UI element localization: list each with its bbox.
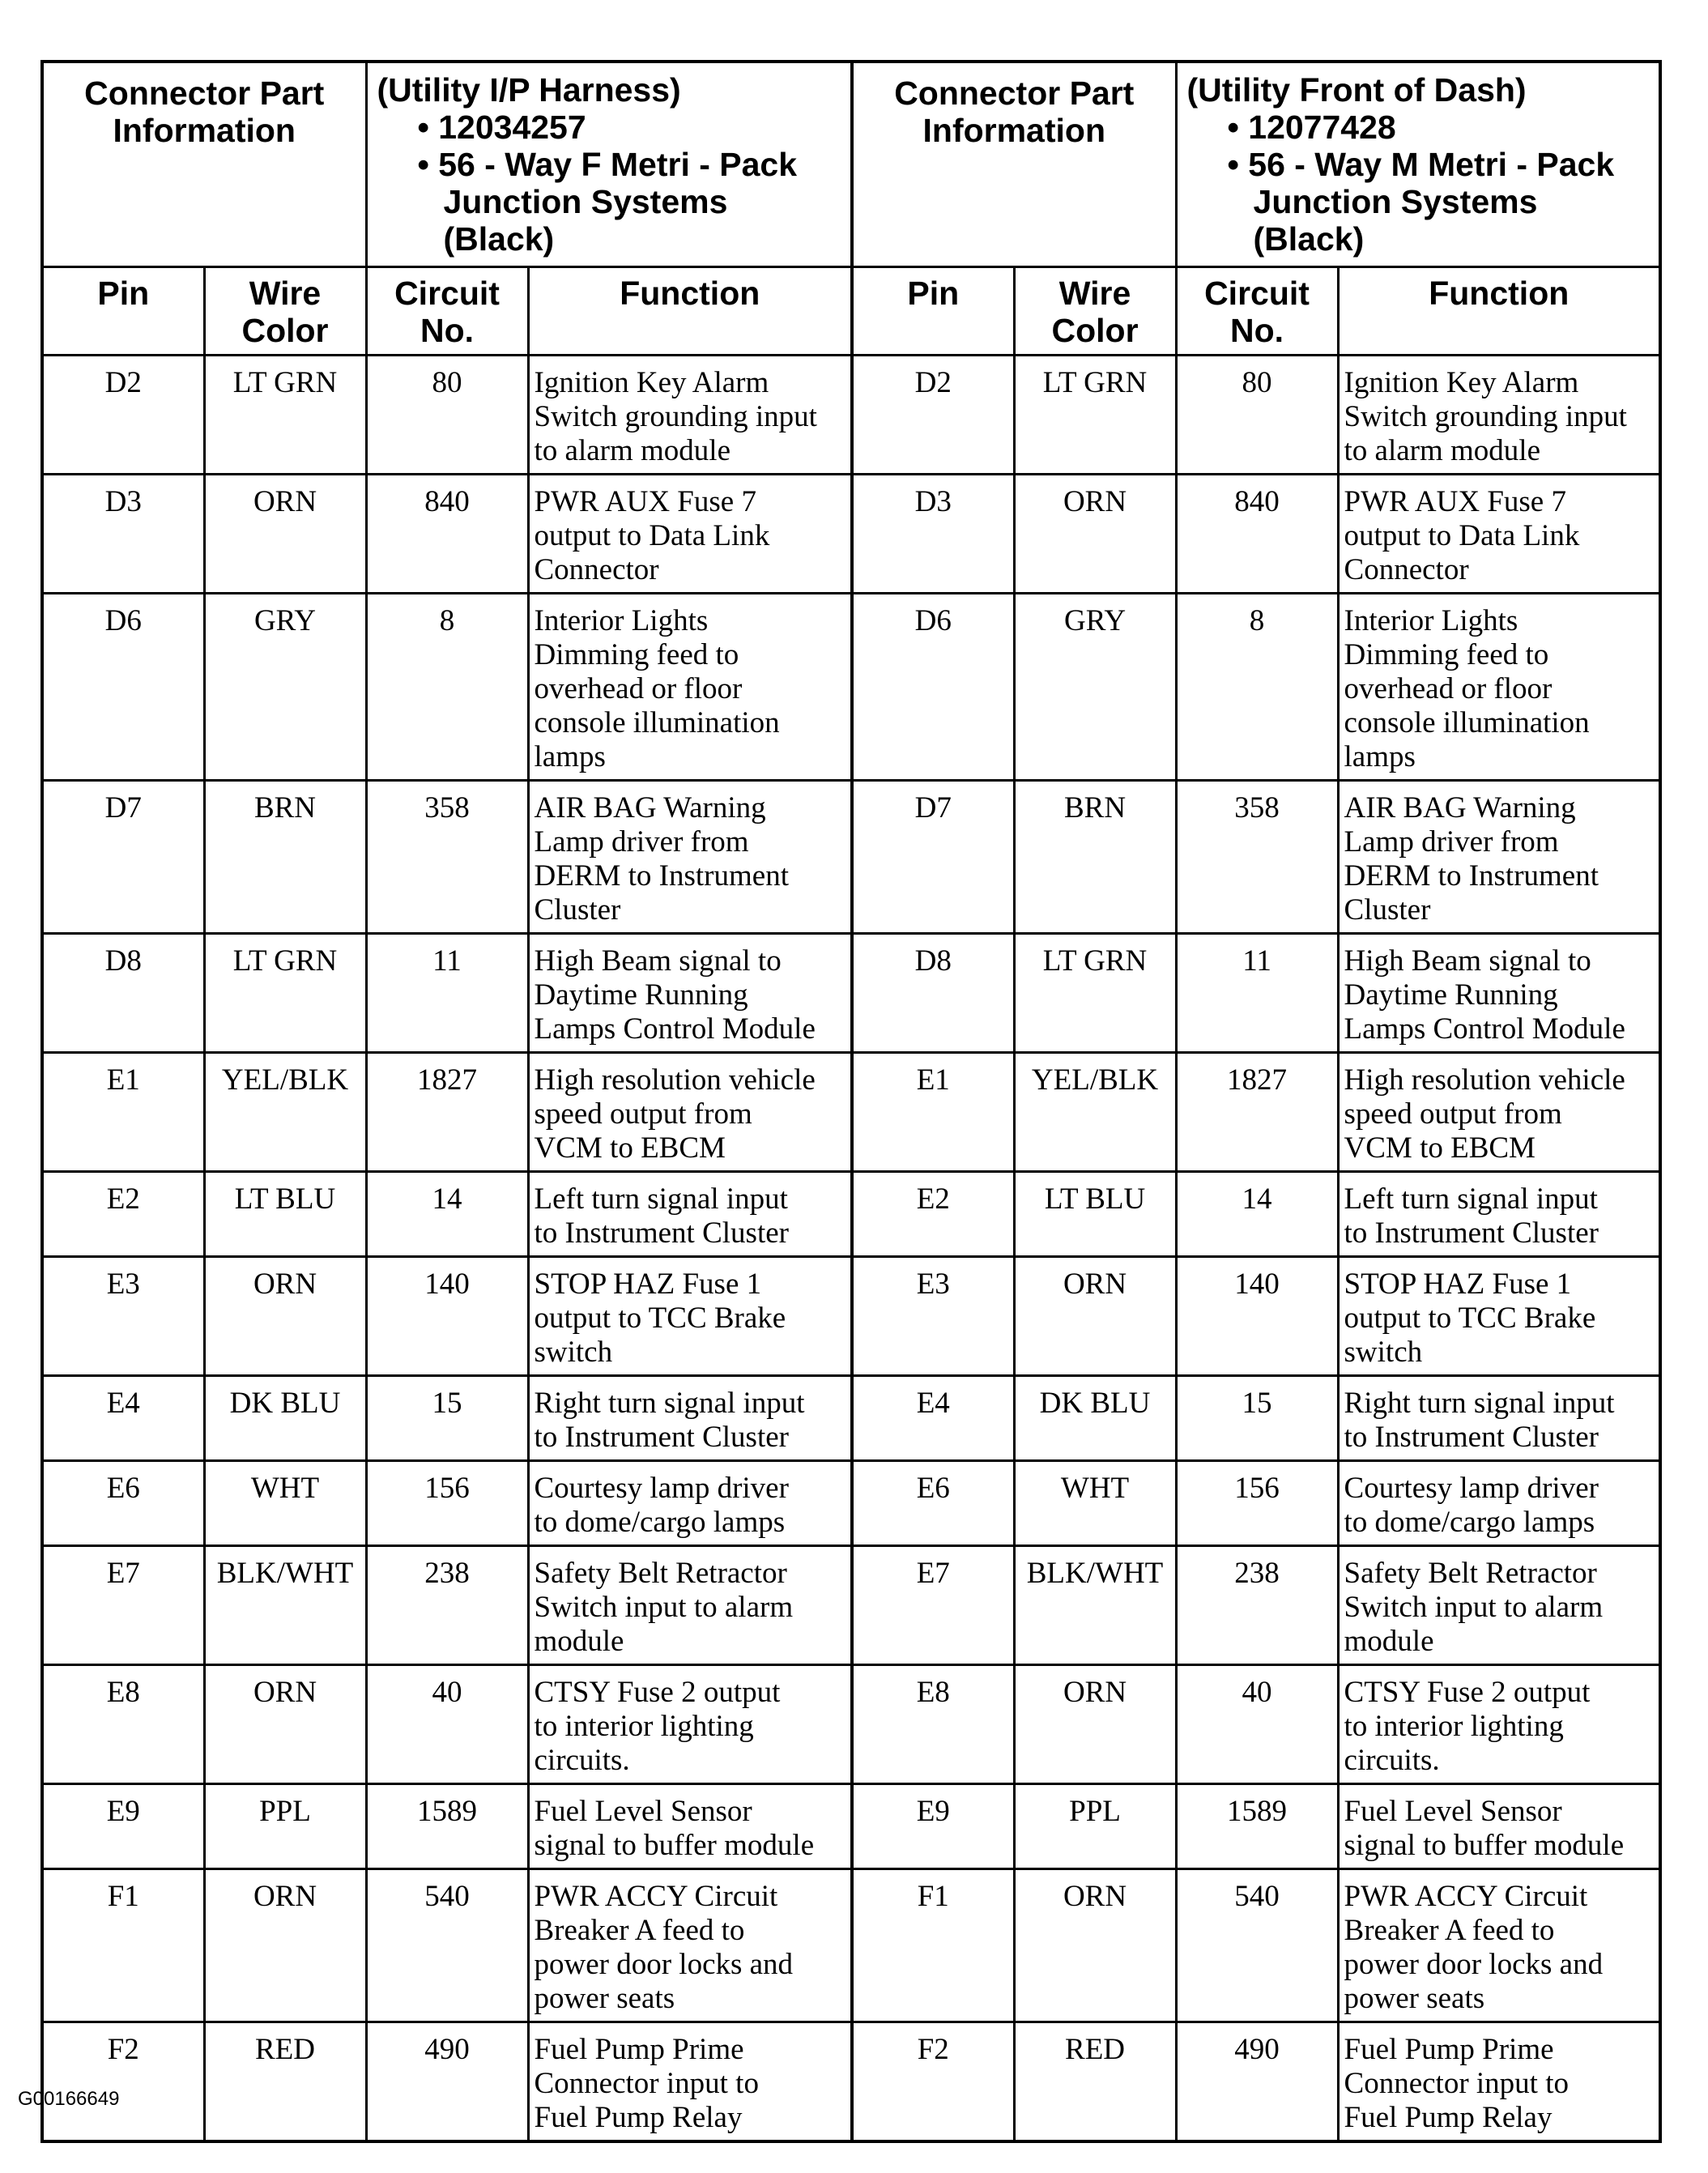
wire-color-cell: LT GRN bbox=[1014, 934, 1176, 1053]
pin-cell: F2 bbox=[42, 2022, 204, 2142]
circuit-no-cell: 40 bbox=[1176, 1665, 1338, 1784]
circuit-no-cell: 80 bbox=[1176, 356, 1338, 475]
function-line: Lamp driver from bbox=[1344, 825, 1559, 859]
function-line: Switch grounding input bbox=[1344, 400, 1627, 433]
column-header-row bbox=[42, 267, 1660, 356]
function-line: Connector input to bbox=[1344, 2067, 1569, 2100]
circuit-no-cell: 8 bbox=[366, 594, 528, 781]
function-line: Cluster bbox=[1344, 893, 1431, 927]
function-cell bbox=[1338, 1172, 1660, 1257]
function-cell bbox=[528, 934, 852, 1053]
wire-color-cell: LT BLU bbox=[204, 1172, 366, 1257]
function-line: PWR ACCY Circuit bbox=[1344, 1880, 1588, 1913]
circuit-no-cell: 156 bbox=[1176, 1461, 1338, 1546]
col-header-function: Function bbox=[1338, 267, 1660, 356]
function-line: power seats bbox=[1344, 1982, 1485, 2015]
function-line: Lamps Control Module bbox=[534, 1012, 816, 1046]
info-label-line: Information bbox=[922, 112, 1105, 149]
function-line: speed output from bbox=[1344, 1097, 1562, 1131]
circuit-no-cell: 490 bbox=[366, 2022, 528, 2142]
function-line: VCM to EBCM bbox=[1344, 1131, 1535, 1165]
connector-desc: (Black) bbox=[1253, 220, 1365, 258]
wire-color-cell: ORN bbox=[204, 475, 366, 594]
pin-cell: D2 bbox=[852, 356, 1014, 475]
col-header-pin: Pin bbox=[42, 267, 204, 356]
wire-color-cell: GRY bbox=[204, 594, 366, 781]
circuit-no-cell: 14 bbox=[1176, 1172, 1338, 1257]
circuit-no-cell: 140 bbox=[366, 1257, 528, 1376]
function-line: PWR AUX Fuse 7 bbox=[1344, 485, 1566, 518]
pin-cell: E8 bbox=[852, 1665, 1014, 1784]
table-row bbox=[42, 1053, 1660, 1172]
pin-cell: E4 bbox=[42, 1376, 204, 1461]
wire-color-cell: ORN bbox=[204, 1257, 366, 1376]
function-line: Safety Belt Retractor bbox=[534, 1557, 787, 1590]
wire-color-cell: YEL/BLK bbox=[204, 1053, 366, 1172]
function-line: High Beam signal to bbox=[534, 944, 782, 978]
function-line: Cluster bbox=[534, 893, 621, 927]
wire-color-cell: BLK/WHT bbox=[1014, 1546, 1176, 1665]
circuit-no-cell: 1827 bbox=[366, 1053, 528, 1172]
wire-color-cell: PPL bbox=[204, 1784, 366, 1869]
function-line: to Instrument Cluster bbox=[534, 1421, 789, 1454]
function-line: CTSY Fuse 2 output bbox=[534, 1676, 781, 1709]
part-number: • 12077428 bbox=[1227, 109, 1396, 146]
wire-color-cell: YEL/BLK bbox=[1014, 1053, 1176, 1172]
function-line: to dome/cargo lamps bbox=[1344, 1506, 1595, 1539]
wire-color-cell: ORN bbox=[204, 1869, 366, 2022]
col-header-pin: Pin bbox=[852, 267, 1014, 356]
table-row bbox=[42, 1869, 1660, 2022]
table-row bbox=[42, 934, 1660, 1053]
right-connector-part-info bbox=[1176, 62, 1660, 267]
function-line: Connector bbox=[1344, 553, 1469, 586]
function-cell bbox=[1338, 1869, 1660, 2022]
function-line: circuits. bbox=[1344, 1744, 1440, 1777]
function-line: STOP HAZ Fuse 1 bbox=[534, 1268, 762, 1301]
info-label-line: Connector Part bbox=[84, 75, 325, 112]
function-line: module bbox=[534, 1625, 624, 1658]
function-line: Interior Lights bbox=[1344, 604, 1518, 637]
function-cell bbox=[1338, 1461, 1660, 1546]
wire-color-cell: WHT bbox=[204, 1461, 366, 1546]
table-row bbox=[42, 781, 1660, 934]
function-line: Connector input to bbox=[534, 2067, 759, 2100]
col-header-wire-color: Wire Color bbox=[1014, 267, 1176, 356]
function-line: output to Data Link bbox=[534, 519, 770, 552]
function-line: output to Data Link bbox=[1344, 519, 1580, 552]
function-cell bbox=[528, 1053, 852, 1172]
figure-code: G00166649 bbox=[18, 2088, 120, 2110]
function-line: lamps bbox=[534, 740, 606, 773]
function-line: Fuel Level Sensor bbox=[534, 1795, 752, 1828]
circuit-no-cell: 840 bbox=[1176, 475, 1338, 594]
wire-color-cell: BRN bbox=[204, 781, 366, 934]
pin-cell: E6 bbox=[852, 1461, 1014, 1546]
pin-cell: E9 bbox=[852, 1784, 1014, 1869]
wire-color-cell: LT GRN bbox=[204, 356, 366, 475]
function-line: Right turn signal input bbox=[1344, 1387, 1615, 1420]
function-line: console illumination bbox=[1344, 706, 1590, 739]
circuit-no-cell: 1589 bbox=[366, 1784, 528, 1869]
wire-color-cell: ORN bbox=[1014, 1665, 1176, 1784]
function-cell bbox=[528, 781, 852, 934]
function-line: to alarm module bbox=[1344, 434, 1541, 467]
wire-color-cell: RED bbox=[204, 2022, 366, 2142]
circuit-no-cell: 540 bbox=[366, 1869, 528, 2022]
function-line: circuits. bbox=[534, 1744, 630, 1777]
wire-color-cell: ORN bbox=[204, 1665, 366, 1784]
function-line: console illumination bbox=[534, 706, 780, 739]
function-line: Courtesy lamp driver bbox=[1344, 1472, 1599, 1505]
table-row bbox=[42, 1172, 1660, 1257]
connector-title: (Utility I/P Harness) bbox=[377, 71, 681, 109]
function-cell bbox=[1338, 1376, 1660, 1461]
function-cell bbox=[528, 475, 852, 594]
function-line: Breaker A feed to bbox=[1344, 1914, 1555, 1947]
function-line: to interior lighting bbox=[1344, 1710, 1564, 1743]
function-line: to Instrument Cluster bbox=[534, 1216, 789, 1250]
col-header-circuit-no: Circuit No. bbox=[1176, 267, 1338, 356]
function-line: to Instrument Cluster bbox=[1344, 1216, 1599, 1250]
function-cell bbox=[528, 2022, 852, 2142]
right-connector-info-label bbox=[852, 62, 1176, 267]
function-line: Switch input to alarm bbox=[534, 1591, 794, 1624]
function-line: to alarm module bbox=[534, 434, 730, 467]
function-cell bbox=[1338, 1784, 1660, 1869]
function-line: Ignition Key Alarm bbox=[534, 366, 769, 399]
connector-desc: (Black) bbox=[443, 220, 555, 258]
circuit-no-cell: 1589 bbox=[1176, 1784, 1338, 1869]
function-cell bbox=[1338, 1665, 1660, 1784]
pin-cell: E2 bbox=[42, 1172, 204, 1257]
col-header-wire-color: Wire Color bbox=[204, 267, 366, 356]
table-row bbox=[42, 1665, 1660, 1784]
circuit-no-cell: 1827 bbox=[1176, 1053, 1338, 1172]
function-line: power door locks and bbox=[1344, 1948, 1604, 1981]
function-line: power door locks and bbox=[534, 1948, 794, 1981]
circuit-no-cell: 540 bbox=[1176, 1869, 1338, 2022]
pin-cell: E4 bbox=[852, 1376, 1014, 1461]
function-line: PWR AUX Fuse 7 bbox=[534, 485, 756, 518]
function-line: High resolution vehicle bbox=[534, 1063, 816, 1097]
function-line: switch bbox=[1344, 1336, 1423, 1369]
function-line: DERM to Instrument bbox=[534, 859, 789, 893]
pin-cell: F1 bbox=[42, 1869, 204, 2022]
function-line: AIR BAG Warning bbox=[1344, 791, 1576, 824]
function-cell bbox=[1338, 2022, 1660, 2142]
wire-color-cell: BLK/WHT bbox=[204, 1546, 366, 1665]
pin-cell: E2 bbox=[852, 1172, 1014, 1257]
pin-cell: E7 bbox=[42, 1546, 204, 1665]
table-row bbox=[42, 1461, 1660, 1546]
function-line: Daytime Running bbox=[1344, 978, 1558, 1012]
circuit-no-cell: 15 bbox=[1176, 1376, 1338, 1461]
function-cell bbox=[528, 1172, 852, 1257]
circuit-no-cell: 238 bbox=[366, 1546, 528, 1665]
connector-desc: Junction Systems bbox=[1253, 183, 1538, 220]
function-line: VCM to EBCM bbox=[534, 1131, 726, 1165]
col-header-circuit-no: Circuit No. bbox=[366, 267, 528, 356]
function-line: power seats bbox=[534, 1982, 675, 2015]
function-line: Fuel Pump Relay bbox=[534, 2101, 743, 2134]
wire-color-cell: LT GRN bbox=[1014, 356, 1176, 475]
wire-color-cell: ORN bbox=[1014, 475, 1176, 594]
wire-color-cell: RED bbox=[1014, 2022, 1176, 2142]
table-row bbox=[42, 1546, 1660, 1665]
wire-color-cell: WHT bbox=[1014, 1461, 1176, 1546]
function-cell bbox=[528, 1665, 852, 1784]
function-line: switch bbox=[534, 1336, 613, 1369]
connector-info-header-row bbox=[42, 62, 1660, 267]
function-cell bbox=[1338, 594, 1660, 781]
pin-cell: F2 bbox=[852, 2022, 1014, 2142]
function-cell bbox=[528, 1546, 852, 1665]
function-line: Right turn signal input bbox=[534, 1387, 805, 1420]
pin-cell: E6 bbox=[42, 1461, 204, 1546]
function-line: Ignition Key Alarm bbox=[1344, 366, 1579, 399]
function-cell bbox=[528, 1376, 852, 1461]
function-cell bbox=[528, 1784, 852, 1869]
table-row bbox=[42, 594, 1660, 781]
circuit-no-cell: 358 bbox=[366, 781, 528, 934]
function-cell bbox=[528, 594, 852, 781]
wire-color-cell: LT BLU bbox=[1014, 1172, 1176, 1257]
info-label-line: Connector Part bbox=[894, 75, 1135, 112]
circuit-no-cell: 80 bbox=[366, 356, 528, 475]
pin-cell: E1 bbox=[42, 1053, 204, 1172]
function-line: Lamp driver from bbox=[534, 825, 749, 859]
table-row bbox=[42, 2022, 1660, 2142]
col-header-function: Function bbox=[528, 267, 852, 356]
pin-cell: E3 bbox=[852, 1257, 1014, 1376]
connector-title: (Utility Front of Dash) bbox=[1186, 71, 1527, 109]
function-cell bbox=[1338, 1257, 1660, 1376]
function-line: output to TCC Brake bbox=[1344, 1302, 1596, 1335]
function-line: overhead or floor bbox=[1344, 672, 1553, 705]
connector-desc: • 56 - Way M Metri - Pack bbox=[1227, 146, 1615, 183]
wire-color-cell: DK BLU bbox=[204, 1376, 366, 1461]
pin-cell: E8 bbox=[42, 1665, 204, 1784]
function-line: Connector bbox=[534, 553, 659, 586]
function-line: to interior lighting bbox=[534, 1710, 754, 1743]
table-row bbox=[42, 1784, 1660, 1869]
wire-color-cell: ORN bbox=[1014, 1869, 1176, 2022]
function-line: signal to buffer module bbox=[1344, 1829, 1625, 1862]
function-cell bbox=[1338, 781, 1660, 934]
wire-color-cell: LT GRN bbox=[204, 934, 366, 1053]
circuit-no-cell: 140 bbox=[1176, 1257, 1338, 1376]
function-line: Interior Lights bbox=[534, 604, 709, 637]
function-line: Dimming feed to bbox=[1344, 638, 1549, 671]
function-line: Switch grounding input bbox=[534, 400, 817, 433]
function-line: lamps bbox=[1344, 740, 1416, 773]
circuit-no-cell: 15 bbox=[366, 1376, 528, 1461]
wire-color-cell: BRN bbox=[1014, 781, 1176, 934]
circuit-no-cell: 840 bbox=[366, 475, 528, 594]
circuit-no-cell: 40 bbox=[366, 1665, 528, 1784]
pin-cell: D6 bbox=[42, 594, 204, 781]
function-line: Dimming feed to bbox=[534, 638, 739, 671]
table-row bbox=[42, 1376, 1660, 1461]
circuit-no-cell: 11 bbox=[366, 934, 528, 1053]
part-number: • 12034257 bbox=[417, 109, 586, 146]
connector-desc: • 56 - Way F Metri - Pack bbox=[417, 146, 798, 183]
circuit-no-cell: 8 bbox=[1176, 594, 1338, 781]
function-line: module bbox=[1344, 1625, 1434, 1658]
function-line: Daytime Running bbox=[534, 978, 748, 1012]
connector-document bbox=[40, 60, 1659, 2143]
function-line: AIR BAG Warning bbox=[534, 791, 766, 824]
function-cell bbox=[528, 356, 852, 475]
pin-cell: D7 bbox=[42, 781, 204, 934]
wire-color-cell: ORN bbox=[1014, 1257, 1176, 1376]
circuit-no-cell: 14 bbox=[366, 1172, 528, 1257]
function-cell bbox=[1338, 356, 1660, 475]
table-row bbox=[42, 475, 1660, 594]
function-line: Safety Belt Retractor bbox=[1344, 1557, 1597, 1590]
pin-cell: E3 bbox=[42, 1257, 204, 1376]
pin-cell: E1 bbox=[852, 1053, 1014, 1172]
function-cell bbox=[1338, 1053, 1660, 1172]
function-line: High resolution vehicle bbox=[1344, 1063, 1625, 1097]
function-cell bbox=[1338, 934, 1660, 1053]
connector-desc: Junction Systems bbox=[443, 183, 728, 220]
function-line: Left turn signal input bbox=[534, 1182, 788, 1216]
pin-cell: D2 bbox=[42, 356, 204, 475]
function-line: Left turn signal input bbox=[1344, 1182, 1598, 1216]
function-line: Fuel Pump Relay bbox=[1344, 2101, 1553, 2134]
function-line: Breaker A feed to bbox=[534, 1914, 745, 1947]
pin-cell: E7 bbox=[852, 1546, 1014, 1665]
pin-cell: D6 bbox=[852, 594, 1014, 781]
function-line: PWR ACCY Circuit bbox=[534, 1880, 778, 1913]
function-cell bbox=[528, 1257, 852, 1376]
pin-cell: D7 bbox=[852, 781, 1014, 934]
connector-table-body bbox=[42, 356, 1660, 2142]
circuit-no-cell: 11 bbox=[1176, 934, 1338, 1053]
table-row bbox=[42, 1257, 1660, 1376]
function-line: CTSY Fuse 2 output bbox=[1344, 1676, 1591, 1709]
function-line: Lamps Control Module bbox=[1344, 1012, 1625, 1046]
function-line: signal to buffer module bbox=[534, 1829, 815, 1862]
wire-color-cell: GRY bbox=[1014, 594, 1176, 781]
pin-cell: D3 bbox=[852, 475, 1014, 594]
function-line: Switch input to alarm bbox=[1344, 1591, 1604, 1624]
pin-cell: D3 bbox=[42, 475, 204, 594]
function-line: overhead or floor bbox=[534, 672, 743, 705]
pin-cell: D8 bbox=[42, 934, 204, 1053]
function-line: to dome/cargo lamps bbox=[534, 1506, 786, 1539]
function-line: Fuel Level Sensor bbox=[1344, 1795, 1562, 1828]
pin-cell: E9 bbox=[42, 1784, 204, 1869]
info-label-line: Information bbox=[113, 112, 296, 149]
function-cell bbox=[1338, 1546, 1660, 1665]
function-cell bbox=[528, 1461, 852, 1546]
function-cell bbox=[528, 1869, 852, 2022]
function-line: speed output from bbox=[534, 1097, 752, 1131]
function-cell bbox=[1338, 475, 1660, 594]
pin-cell: F1 bbox=[852, 1869, 1014, 2022]
function-line: Fuel Pump Prime bbox=[1344, 2033, 1554, 2066]
wire-color-cell: DK BLU bbox=[1014, 1376, 1176, 1461]
function-line: Courtesy lamp driver bbox=[534, 1472, 789, 1505]
function-line: to Instrument Cluster bbox=[1344, 1421, 1599, 1454]
function-line: High Beam signal to bbox=[1344, 944, 1591, 978]
function-line: output to TCC Brake bbox=[534, 1302, 786, 1335]
pin-cell: D8 bbox=[852, 934, 1014, 1053]
table-row bbox=[42, 356, 1660, 475]
circuit-no-cell: 156 bbox=[366, 1461, 528, 1546]
left-connector-part-info bbox=[366, 62, 852, 267]
circuit-no-cell: 238 bbox=[1176, 1546, 1338, 1665]
connector-table bbox=[40, 60, 1662, 2143]
wire-color-cell: PPL bbox=[1014, 1784, 1176, 1869]
circuit-no-cell: 358 bbox=[1176, 781, 1338, 934]
function-line: STOP HAZ Fuse 1 bbox=[1344, 1268, 1572, 1301]
function-line: Fuel Pump Prime bbox=[534, 2033, 744, 2066]
function-line: DERM to Instrument bbox=[1344, 859, 1599, 893]
left-connector-info-label bbox=[42, 62, 366, 267]
circuit-no-cell: 490 bbox=[1176, 2022, 1338, 2142]
